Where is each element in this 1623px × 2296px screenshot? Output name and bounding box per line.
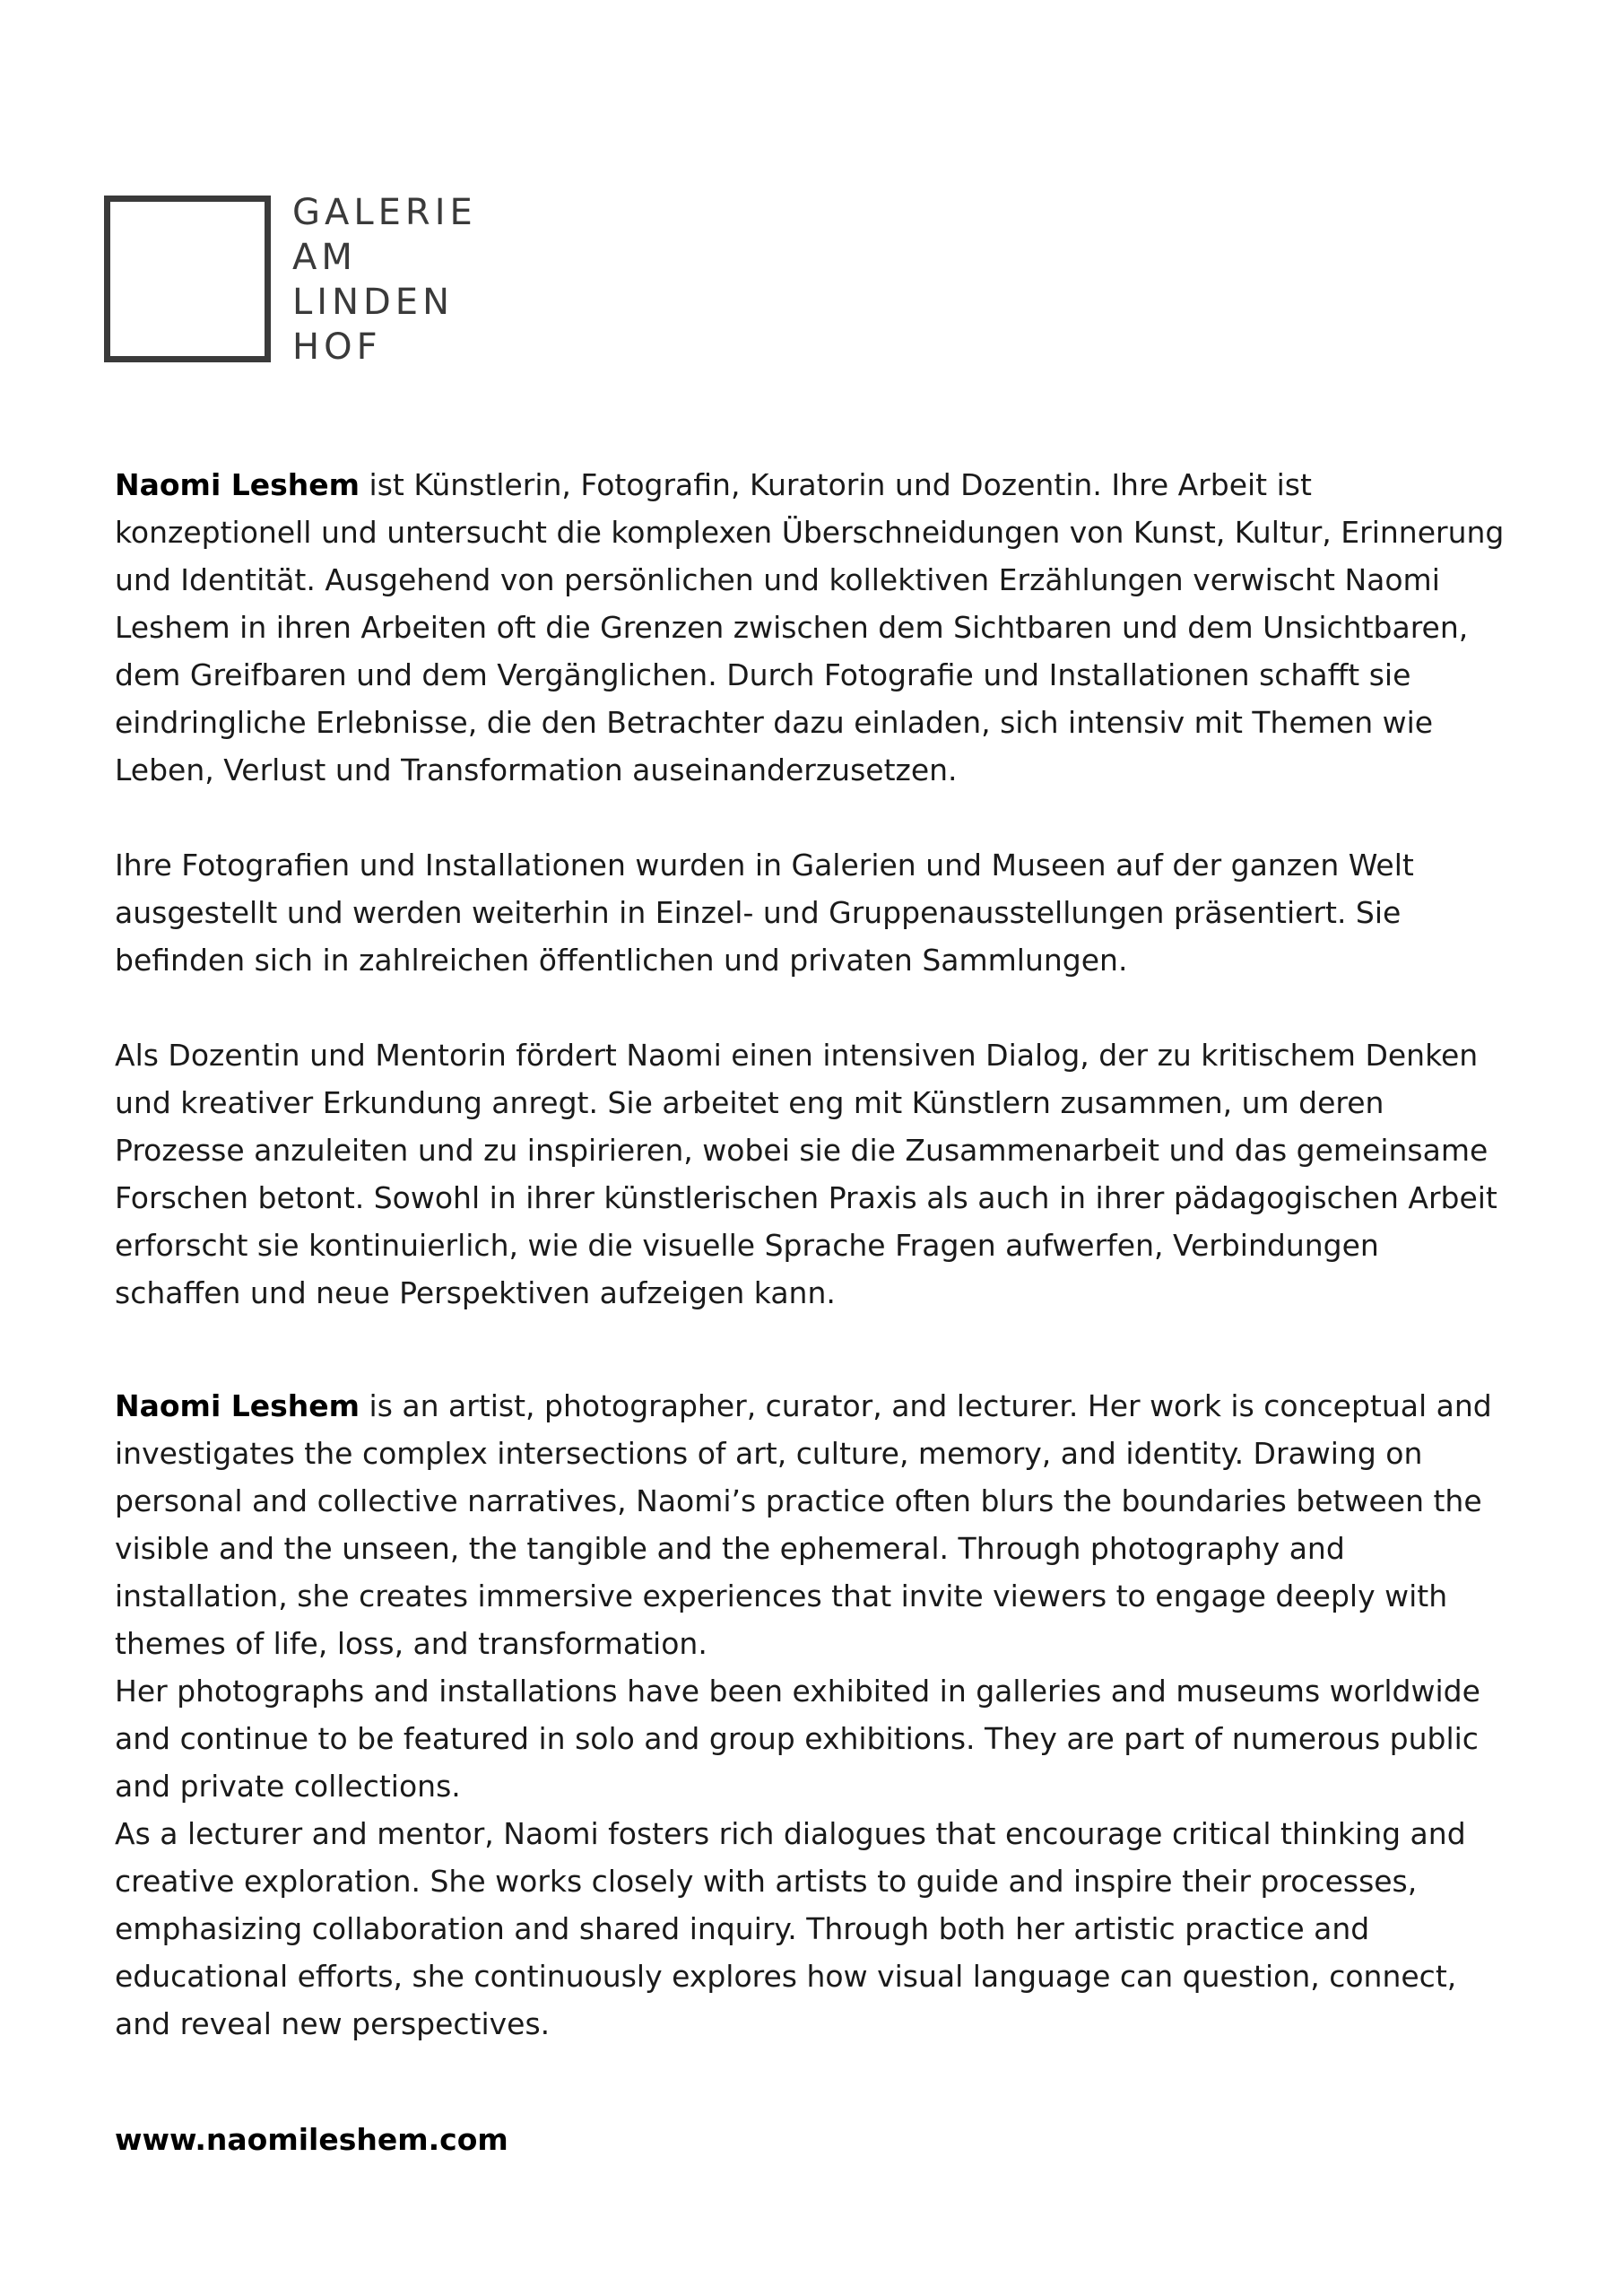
english-biography (115, 1382, 1514, 2048)
german-biography (115, 461, 1514, 1317)
logo-square-icon (104, 196, 271, 362)
logo-line-1: GALERIE (292, 192, 477, 233)
german-paragraph-1 (115, 461, 1514, 794)
gallery-logo (104, 192, 477, 370)
logo-wordmark (292, 190, 477, 370)
english-paragraph-1-text: is an artist, photographer, curator, and lecturer. Her work is conceptual and investigates the complex intersections of art, culture, memory, and identity. Drawing on personal and collective narratives, Naomi’s practice often blurs the boundaries between the visible and the unseen, the tangible and the ephemeral. Through photography and installation, she creates immersive experiences that invite viewers to engage deeply with themes of life, loss, and transformation. (115, 1388, 1492, 1661)
english-paragraph-1 (115, 1382, 1514, 1667)
logo-line-4: HOF (292, 326, 382, 368)
website-link[interactable]: www.naomileshem.com (115, 2122, 508, 2157)
logo-line-3: LINDEN (292, 282, 454, 323)
german-artist-name: Naomi Leshem (115, 467, 360, 502)
english-paragraph-2: Her photographs and installations have been exhibited in galleries and museums worldwide and continue to be featured in solo and group exhibitions. They are part of numerous public and private collections. (115, 1674, 1480, 1804)
english-artist-name: Naomi Leshem (115, 1388, 360, 1423)
german-paragraph-3: Als Dozentin und Mentorin fördert Naomi einen intensiven Dialog, der zu kritischem Denken und kreativer Erkundung anregt. Sie arbeitet eng mit Künstlern zusammen, um deren Prozesse anzuleiten und zu inspirieren, wobei sie die Zusammenarbeit und das gemeinsame Forschen betont. Sowohl in ihrer künstlerischen Praxis als auch in ihrer pädagogischen Arbeit erforscht sie kontinuierlich, wie die visuelle Sprache Fragen aufwerfen, Verbindungen schaffen und neue Perspektiven aufzeigen kann. (115, 1038, 1497, 1310)
english-paragraph-3: As a lecturer and mentor, Naomi fosters rich dialogues that encourage critical thinking and creative exploration. She works closely with artists to guide and inspire their processes, emphasizing collaboration and shared inquiry. Through both her artistic practice and educational efforts, she continuously explores how visual language can question, connect, and reveal new perspectives. (115, 1816, 1466, 2041)
german-paragraph-2: Ihre Fotografien und Installationen wurden in Galerien und Museen auf der ganzen Welt ausgestellt und werden weiterhin in Einzel- und Gruppenausstellungen präsentiert. Sie befinden sich in zahlreichen öffentlichen und privaten Sammlungen. (115, 848, 1414, 978)
german-paragraph-1-text: ist Künstlerin, Fotografin, Kuratorin und Dozentin. Ihre Arbeit ist konzeptionell und untersucht die komplexen Überschneidungen von Kunst, Kultur, Erinnerung und Identität. Ausgehend von persönlichen und kollektiven Erzählungen verwischt Naomi Leshem in ihren Arbeiten oft die Grenzen zwischen dem Sichtbaren und dem Unsichtbaren, dem Greifbaren und dem Vergänglichen. Durch Fotografie und Installationen schafft sie eindringliche Erlebnisse, die den Betrachter dazu einladen, sich intensiv mit Themen wie Leben, Verlust und Transformation auseinanderzusetzen. (115, 467, 1505, 787)
logo-line-2: AM (292, 237, 357, 278)
